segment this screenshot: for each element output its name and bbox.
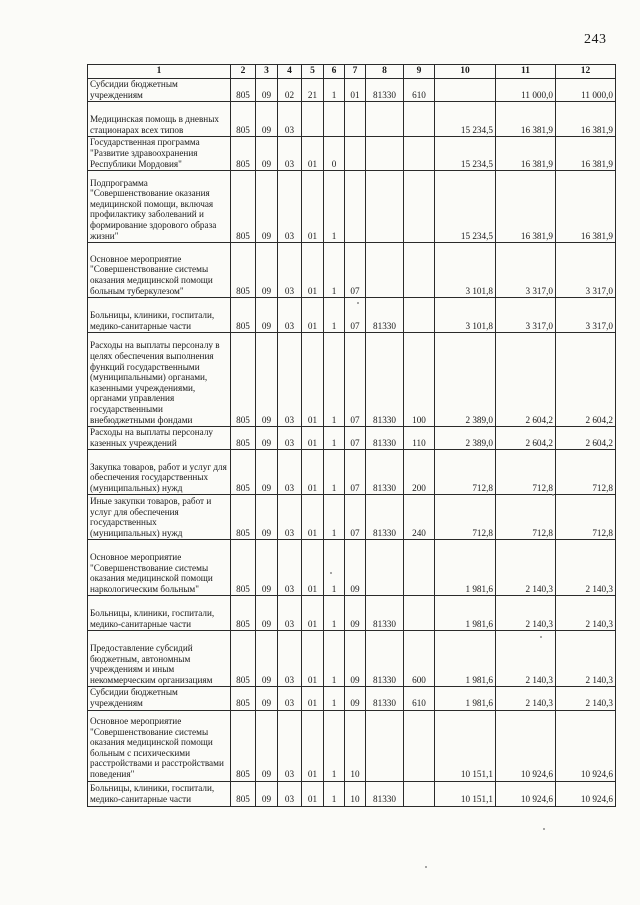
expense-type-cell xyxy=(404,540,435,596)
amount-col10-cell: 15 234,5 xyxy=(435,137,496,171)
program-code-cell: 01 xyxy=(302,427,324,450)
program-code-cell: 01 xyxy=(302,137,324,171)
expense-type-cell: 240 xyxy=(404,495,435,540)
amount-col11-cell: 2 604,2 xyxy=(496,427,556,450)
section-code-cell: 09 xyxy=(256,243,278,298)
subprogram-code-cell: 0 xyxy=(324,137,345,171)
header-cell: 9 xyxy=(404,65,435,79)
budget-table xyxy=(87,64,616,807)
subprogram-code-cell: 1 xyxy=(324,171,345,243)
direction-code-cell xyxy=(366,710,404,781)
scan-speck xyxy=(330,572,332,574)
subprogram-code-cell: 1 xyxy=(324,427,345,450)
header-cell: 1 xyxy=(88,65,231,79)
activity-code-cell xyxy=(345,102,366,137)
section-code-cell: 09 xyxy=(256,427,278,450)
activity-code-cell: 10 xyxy=(345,781,366,806)
expense-type-cell: 100 xyxy=(404,333,435,427)
amount-col10-cell: 15 234,5 xyxy=(435,102,496,137)
amount-col11-cell: 2 140,3 xyxy=(496,687,556,710)
table-row xyxy=(88,540,616,596)
amount-col11-cell: 16 381,9 xyxy=(496,102,556,137)
expense-type-cell xyxy=(404,102,435,137)
subprogram-code-cell: 1 xyxy=(324,781,345,806)
table-body xyxy=(88,79,616,807)
chapter-code-cell: 805 xyxy=(231,495,256,540)
program-code-cell: 01 xyxy=(302,298,324,333)
program-code-cell: 01 xyxy=(302,450,324,495)
table-row xyxy=(88,427,616,450)
item-name-cell: Основное мероприятие "Совершенствование системы оказания медицинской помощи больным туберкулезом" xyxy=(88,243,231,298)
item-name-cell: Государственная программа "Развитие здравоохранения Республики Мордовия" xyxy=(88,137,231,171)
expense-type-cell xyxy=(404,596,435,631)
table-row xyxy=(88,298,616,333)
amount-col10-cell: 1 981,6 xyxy=(435,596,496,631)
subprogram-code-cell: 1 xyxy=(324,450,345,495)
chapter-code-cell: 805 xyxy=(231,781,256,806)
item-name-cell: Субсидии бюджетным учреждениям xyxy=(88,79,231,102)
table-row xyxy=(88,631,616,687)
amount-col11-cell: 3 317,0 xyxy=(496,298,556,333)
section-code-cell: 09 xyxy=(256,137,278,171)
program-code-cell: 01 xyxy=(302,687,324,710)
table-row xyxy=(88,137,616,171)
header-cell: 4 xyxy=(278,65,302,79)
amount-col11-cell: 712,8 xyxy=(496,495,556,540)
program-code-cell: 01 xyxy=(302,540,324,596)
activity-code-cell: 07 xyxy=(345,427,366,450)
program-code-cell: 01 xyxy=(302,333,324,427)
header-cell: 11 xyxy=(496,65,556,79)
program-code-cell: 01 xyxy=(302,631,324,687)
scan-speck xyxy=(357,302,359,304)
table-row xyxy=(88,687,616,710)
header-cell: 7 xyxy=(345,65,366,79)
item-name-cell: Закупка товаров, работ и услуг для обеспечения государственных (муниципальных) нужд xyxy=(88,450,231,495)
amount-col12-cell: 3 317,0 xyxy=(556,298,616,333)
item-name-cell: Расходы на выплаты персоналу казенных учреждений xyxy=(88,427,231,450)
subsection-code-cell: 03 xyxy=(278,710,302,781)
section-code-cell: 09 xyxy=(256,687,278,710)
direction-code-cell xyxy=(366,171,404,243)
subsection-code-cell: 03 xyxy=(278,596,302,631)
amount-col11-cell: 2 140,3 xyxy=(496,540,556,596)
subprogram-code-cell: 1 xyxy=(324,243,345,298)
amount-col11-cell: 10 924,6 xyxy=(496,710,556,781)
chapter-code-cell: 805 xyxy=(231,298,256,333)
subsection-code-cell: 03 xyxy=(278,450,302,495)
subprogram-code-cell: 1 xyxy=(324,596,345,631)
direction-code-cell xyxy=(366,540,404,596)
table-row xyxy=(88,495,616,540)
amount-col12-cell: 712,8 xyxy=(556,450,616,495)
activity-code-cell: 09 xyxy=(345,540,366,596)
activity-code-cell xyxy=(345,137,366,171)
subsection-code-cell: 03 xyxy=(278,298,302,333)
amount-col10-cell xyxy=(435,79,496,102)
item-name-cell: Субсидии бюджетным учреждениям xyxy=(88,687,231,710)
amount-col12-cell: 2 604,2 xyxy=(556,427,616,450)
expense-type-cell xyxy=(404,171,435,243)
program-code-cell xyxy=(302,102,324,137)
direction-code-cell: 81330 xyxy=(366,79,404,102)
section-code-cell: 09 xyxy=(256,79,278,102)
amount-col10-cell: 712,8 xyxy=(435,450,496,495)
subsection-code-cell: 03 xyxy=(278,333,302,427)
subsection-code-cell: 03 xyxy=(278,427,302,450)
chapter-code-cell: 805 xyxy=(231,427,256,450)
item-name-cell: Расходы на выплаты персоналу в целях обеспечения выполнения функций государственными (муниципальными) органами, казенными учреждениями, органами управления государственными внебюджетными фондами xyxy=(88,333,231,427)
direction-code-cell: 81330 xyxy=(366,631,404,687)
amount-col12-cell: 2 140,3 xyxy=(556,596,616,631)
chapter-code-cell: 805 xyxy=(231,137,256,171)
section-code-cell: 09 xyxy=(256,596,278,631)
subprogram-code-cell: 1 xyxy=(324,298,345,333)
expense-type-cell xyxy=(404,298,435,333)
amount-col12-cell: 16 381,9 xyxy=(556,102,616,137)
item-name-cell: Основное мероприятие "Совершенствование системы оказания медицинской помощи больным с психическими расстройствами и расстройствами поведения" xyxy=(88,710,231,781)
amount-col11-cell: 712,8 xyxy=(496,450,556,495)
amount-col11-cell: 3 317,0 xyxy=(496,243,556,298)
item-name-cell: Больницы, клиники, госпитали, медико-санитарные части xyxy=(88,781,231,806)
table-row xyxy=(88,710,616,781)
direction-code-cell: 81330 xyxy=(366,596,404,631)
expense-type-cell: 600 xyxy=(404,631,435,687)
subprogram-code-cell: 1 xyxy=(324,540,345,596)
subsection-code-cell: 03 xyxy=(278,102,302,137)
subsection-code-cell: 03 xyxy=(278,631,302,687)
activity-code-cell: 09 xyxy=(345,631,366,687)
section-code-cell: 09 xyxy=(256,450,278,495)
section-code-cell: 09 xyxy=(256,102,278,137)
table-row xyxy=(88,781,616,806)
amount-col11-cell: 2 604,2 xyxy=(496,333,556,427)
activity-code-cell: 01 xyxy=(345,79,366,102)
program-code-cell: 21 xyxy=(302,79,324,102)
expense-type-cell: 200 xyxy=(404,450,435,495)
subprogram-code-cell: 1 xyxy=(324,710,345,781)
amount-col12-cell: 2 140,3 xyxy=(556,540,616,596)
expense-type-cell xyxy=(404,137,435,171)
amount-col11-cell: 16 381,9 xyxy=(496,171,556,243)
chapter-code-cell: 805 xyxy=(231,333,256,427)
section-code-cell: 09 xyxy=(256,540,278,596)
section-code-cell: 09 xyxy=(256,171,278,243)
subsection-code-cell: 03 xyxy=(278,687,302,710)
amount-col12-cell: 10 924,6 xyxy=(556,781,616,806)
subsection-code-cell: 03 xyxy=(278,781,302,806)
amount-col10-cell: 1 981,6 xyxy=(435,687,496,710)
amount-col10-cell: 2 389,0 xyxy=(435,333,496,427)
activity-code-cell: 09 xyxy=(345,596,366,631)
amount-col10-cell: 1 981,6 xyxy=(435,631,496,687)
chapter-code-cell: 805 xyxy=(231,79,256,102)
item-name-cell: Больницы, клиники, госпитали, медико-санитарные части xyxy=(88,596,231,631)
table-row xyxy=(88,596,616,631)
amount-col12-cell: 2 140,3 xyxy=(556,631,616,687)
header-cell: 2 xyxy=(231,65,256,79)
direction-code-cell: 81330 xyxy=(366,495,404,540)
program-code-cell: 01 xyxy=(302,596,324,631)
item-name-cell: Медицинская помощь в дневных стационарах всех типов xyxy=(88,102,231,137)
scan-speck xyxy=(425,866,427,868)
section-code-cell: 09 xyxy=(256,495,278,540)
expense-type-cell: 610 xyxy=(404,79,435,102)
direction-code-cell: 81330 xyxy=(366,333,404,427)
page-number: 243 xyxy=(584,32,607,47)
amount-col12-cell: 10 924,6 xyxy=(556,710,616,781)
subsection-code-cell: 02 xyxy=(278,79,302,102)
program-code-cell: 01 xyxy=(302,495,324,540)
expense-type-cell: 110 xyxy=(404,427,435,450)
table-row xyxy=(88,79,616,102)
activity-code-cell xyxy=(345,171,366,243)
amount-col12-cell: 2 604,2 xyxy=(556,333,616,427)
subprogram-code-cell xyxy=(324,102,345,137)
scan-speck xyxy=(552,494,554,496)
amount-col12-cell: 712,8 xyxy=(556,495,616,540)
subsection-code-cell: 03 xyxy=(278,137,302,171)
direction-code-cell xyxy=(366,243,404,298)
chapter-code-cell: 805 xyxy=(231,450,256,495)
expense-type-cell xyxy=(404,781,435,806)
direction-code-cell: 81330 xyxy=(366,450,404,495)
amount-col11-cell: 16 381,9 xyxy=(496,137,556,171)
section-code-cell: 09 xyxy=(256,781,278,806)
subsection-code-cell: 03 xyxy=(278,171,302,243)
table-row xyxy=(88,171,616,243)
section-code-cell: 09 xyxy=(256,333,278,427)
header-cell: 8 xyxy=(366,65,404,79)
program-code-cell: 01 xyxy=(302,781,324,806)
amount-col10-cell: 3 101,8 xyxy=(435,243,496,298)
amount-col12-cell: 16 381,9 xyxy=(556,137,616,171)
table-row xyxy=(88,450,616,495)
chapter-code-cell: 805 xyxy=(231,540,256,596)
amount-col10-cell: 2 389,0 xyxy=(435,427,496,450)
header-cell: 12 xyxy=(556,65,616,79)
chapter-code-cell: 805 xyxy=(231,631,256,687)
subprogram-code-cell: 1 xyxy=(324,631,345,687)
activity-code-cell: 07 xyxy=(345,450,366,495)
direction-code-cell xyxy=(366,102,404,137)
chapter-code-cell: 805 xyxy=(231,596,256,631)
item-name-cell: Подпрограмма "Совершенствование оказания медицинской помощи, включая профилактику заболеваний и формирование здорового образа жизни" xyxy=(88,171,231,243)
subprogram-code-cell: 1 xyxy=(324,687,345,710)
activity-code-cell: 07 xyxy=(345,243,366,298)
subprogram-code-cell: 1 xyxy=(324,495,345,540)
amount-col10-cell: 1 981,6 xyxy=(435,540,496,596)
program-code-cell: 01 xyxy=(302,171,324,243)
amount-col10-cell: 10 151,1 xyxy=(435,781,496,806)
amount-col11-cell: 2 140,3 xyxy=(496,631,556,687)
header-cell: 3 xyxy=(256,65,278,79)
amount-col10-cell: 3 101,8 xyxy=(435,298,496,333)
direction-code-cell: 81330 xyxy=(366,687,404,710)
expense-type-cell xyxy=(404,710,435,781)
table-row xyxy=(88,333,616,427)
amount-col10-cell: 15 234,5 xyxy=(435,171,496,243)
subsection-code-cell: 03 xyxy=(278,495,302,540)
direction-code-cell xyxy=(366,137,404,171)
expense-type-cell: 610 xyxy=(404,687,435,710)
subsection-code-cell: 03 xyxy=(278,243,302,298)
header-cell: 6 xyxy=(324,65,345,79)
chapter-code-cell: 805 xyxy=(231,171,256,243)
amount-col11-cell: 2 140,3 xyxy=(496,596,556,631)
section-code-cell: 09 xyxy=(256,631,278,687)
subprogram-code-cell: 1 xyxy=(324,333,345,427)
amount-col11-cell: 10 924,6 xyxy=(496,781,556,806)
chapter-code-cell: 805 xyxy=(231,687,256,710)
subsection-code-cell: 03 xyxy=(278,540,302,596)
header-cell: 5 xyxy=(302,65,324,79)
item-name-cell: Предоставление субсидий бюджетным, автономным учреждениям и иным некоммерческим организациям xyxy=(88,631,231,687)
activity-code-cell: 07 xyxy=(345,298,366,333)
activity-code-cell: 07 xyxy=(345,333,366,427)
direction-code-cell: 81330 xyxy=(366,427,404,450)
amount-col11-cell: 11 000,0 xyxy=(496,79,556,102)
expense-type-cell xyxy=(404,243,435,298)
amount-col12-cell: 16 381,9 xyxy=(556,171,616,243)
header-cell: 10 xyxy=(435,65,496,79)
direction-code-cell: 81330 xyxy=(366,781,404,806)
activity-code-cell: 10 xyxy=(345,710,366,781)
amount-col10-cell: 712,8 xyxy=(435,495,496,540)
activity-code-cell: 09 xyxy=(345,687,366,710)
amount-col12-cell: 3 317,0 xyxy=(556,243,616,298)
header-row xyxy=(88,65,616,79)
section-code-cell: 09 xyxy=(256,710,278,781)
table-row xyxy=(88,243,616,298)
direction-code-cell: 81330 xyxy=(366,298,404,333)
program-code-cell: 01 xyxy=(302,710,324,781)
amount-col10-cell: 10 151,1 xyxy=(435,710,496,781)
chapter-code-cell: 805 xyxy=(231,243,256,298)
item-name-cell: Иные закупки товаров, работ и услуг для обеспечения государственных (муниципальных) нужд xyxy=(88,495,231,540)
scan-speck xyxy=(543,828,545,830)
item-name-cell: Больницы, клиники, госпитали, медико-санитарные части xyxy=(88,298,231,333)
table-row xyxy=(88,102,616,137)
item-name-cell: Основное мероприятие "Совершенствование системы оказания медицинской помощи наркологическим больным" xyxy=(88,540,231,596)
section-code-cell: 09 xyxy=(256,298,278,333)
subprogram-code-cell: 1 xyxy=(324,79,345,102)
chapter-code-cell: 805 xyxy=(231,710,256,781)
activity-code-cell: 07 xyxy=(345,495,366,540)
amount-col12-cell: 2 140,3 xyxy=(556,687,616,710)
scan-speck xyxy=(540,636,542,638)
amount-col12-cell: 11 000,0 xyxy=(556,79,616,102)
chapter-code-cell: 805 xyxy=(231,102,256,137)
program-code-cell: 01 xyxy=(302,243,324,298)
